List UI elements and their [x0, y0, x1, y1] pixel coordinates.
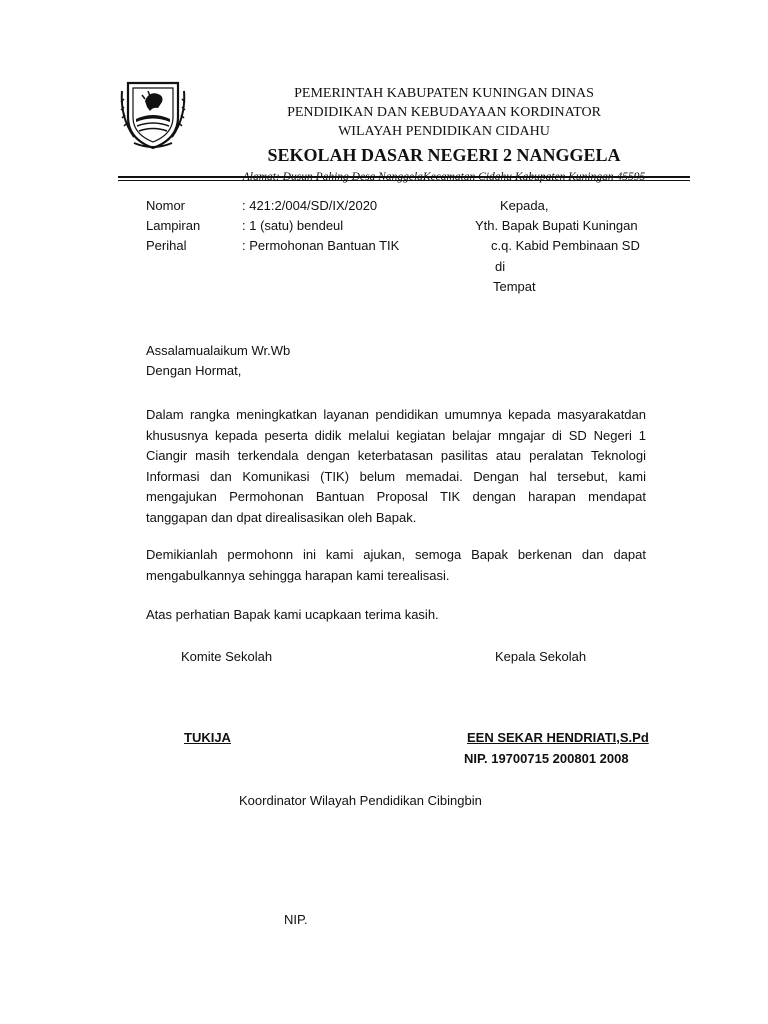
recipient-di: di [495, 259, 506, 274]
recipient-cq: c.q. Kabid Pembinaan SD [491, 238, 640, 253]
perihal-value: : Permohonan Bantuan TIK [242, 238, 400, 253]
coordinator-title: Koordinator Wilayah Pendidikan Cibingbin [239, 793, 482, 808]
letterhead-rule-thin [118, 180, 690, 181]
recipient-kepada: Kepada, [500, 198, 549, 213]
regency-emblem-icon [120, 77, 186, 151]
nomor-value: : 421:2/004/SD/IX/2020 [242, 198, 378, 213]
body-paragraph-2: Demikianlah permohonn ini kami ajukan, semoga Bapak berkenan dan dapat mengabulkannya sehingga harapan kami terealisasi. [146, 547, 646, 583]
committee-name: TUKIJA [184, 730, 231, 745]
lampiran-value: : 1 (satu) bendeul [242, 218, 344, 233]
letterhead [200, 84, 688, 185]
school-name: SEKOLAH DASAR NEGERI 2 NANGGELA [267, 145, 621, 165]
committee-title: Komite Sekolah [181, 649, 273, 664]
nomor-label: Nomor [146, 198, 186, 213]
recipient-tempat: Tempat [493, 279, 536, 294]
body-paragraph-1: Dalam rangka meningkatkan layanan pendidikan umumnya kepada masyarakatdan khususnya kepada peserta didik melalui kegiatan belajar mngajar di SD Negeri 1 Ciangir masih terkendala dengan keterbatasan pasilitas atau peralatan Teknologi Informasi dan Komunikasi (TIK) belum memadai. Dengan hal tersebut, kami mengajukan Permohonan Bantuan Proposal TIK dengan harapan mendapat tanggapan dan dpat direalisasikan oleh Bapak. [146, 407, 646, 525]
headmaster-nip: NIP. 19700715 200801 2008 [464, 751, 629, 766]
letterhead-line-3: WILAYAH PENDIDIKAN CIDAHU [338, 124, 550, 139]
coordinator-nip: NIP. [284, 912, 308, 927]
lampiran-label: Lampiran [146, 218, 201, 233]
recipient-yth: Yth. Bapak Bupati Kuningan [475, 218, 638, 233]
opening: Dengan Hormat, [146, 363, 242, 378]
letterhead-line-1: PEMERINTAH KABUPATEN KUNINGAN DINAS [294, 86, 594, 101]
letterhead-rule-thick [118, 176, 690, 178]
greeting: Assalamualaikum Wr.Wb [146, 343, 291, 358]
perihal-label: Perihal [146, 238, 187, 253]
letterhead-line-2: PENDIDIKAN DAN KEBUDAYAAN KORDINATOR [287, 105, 601, 120]
headmaster-title: Kepala Sekolah [495, 649, 587, 664]
closing: Atas perhatian Bapak kami ucapkaan terima kasih. [146, 607, 439, 622]
headmaster-name: EEN SEKAR HENDRIATI,S.Pd [467, 730, 649, 745]
